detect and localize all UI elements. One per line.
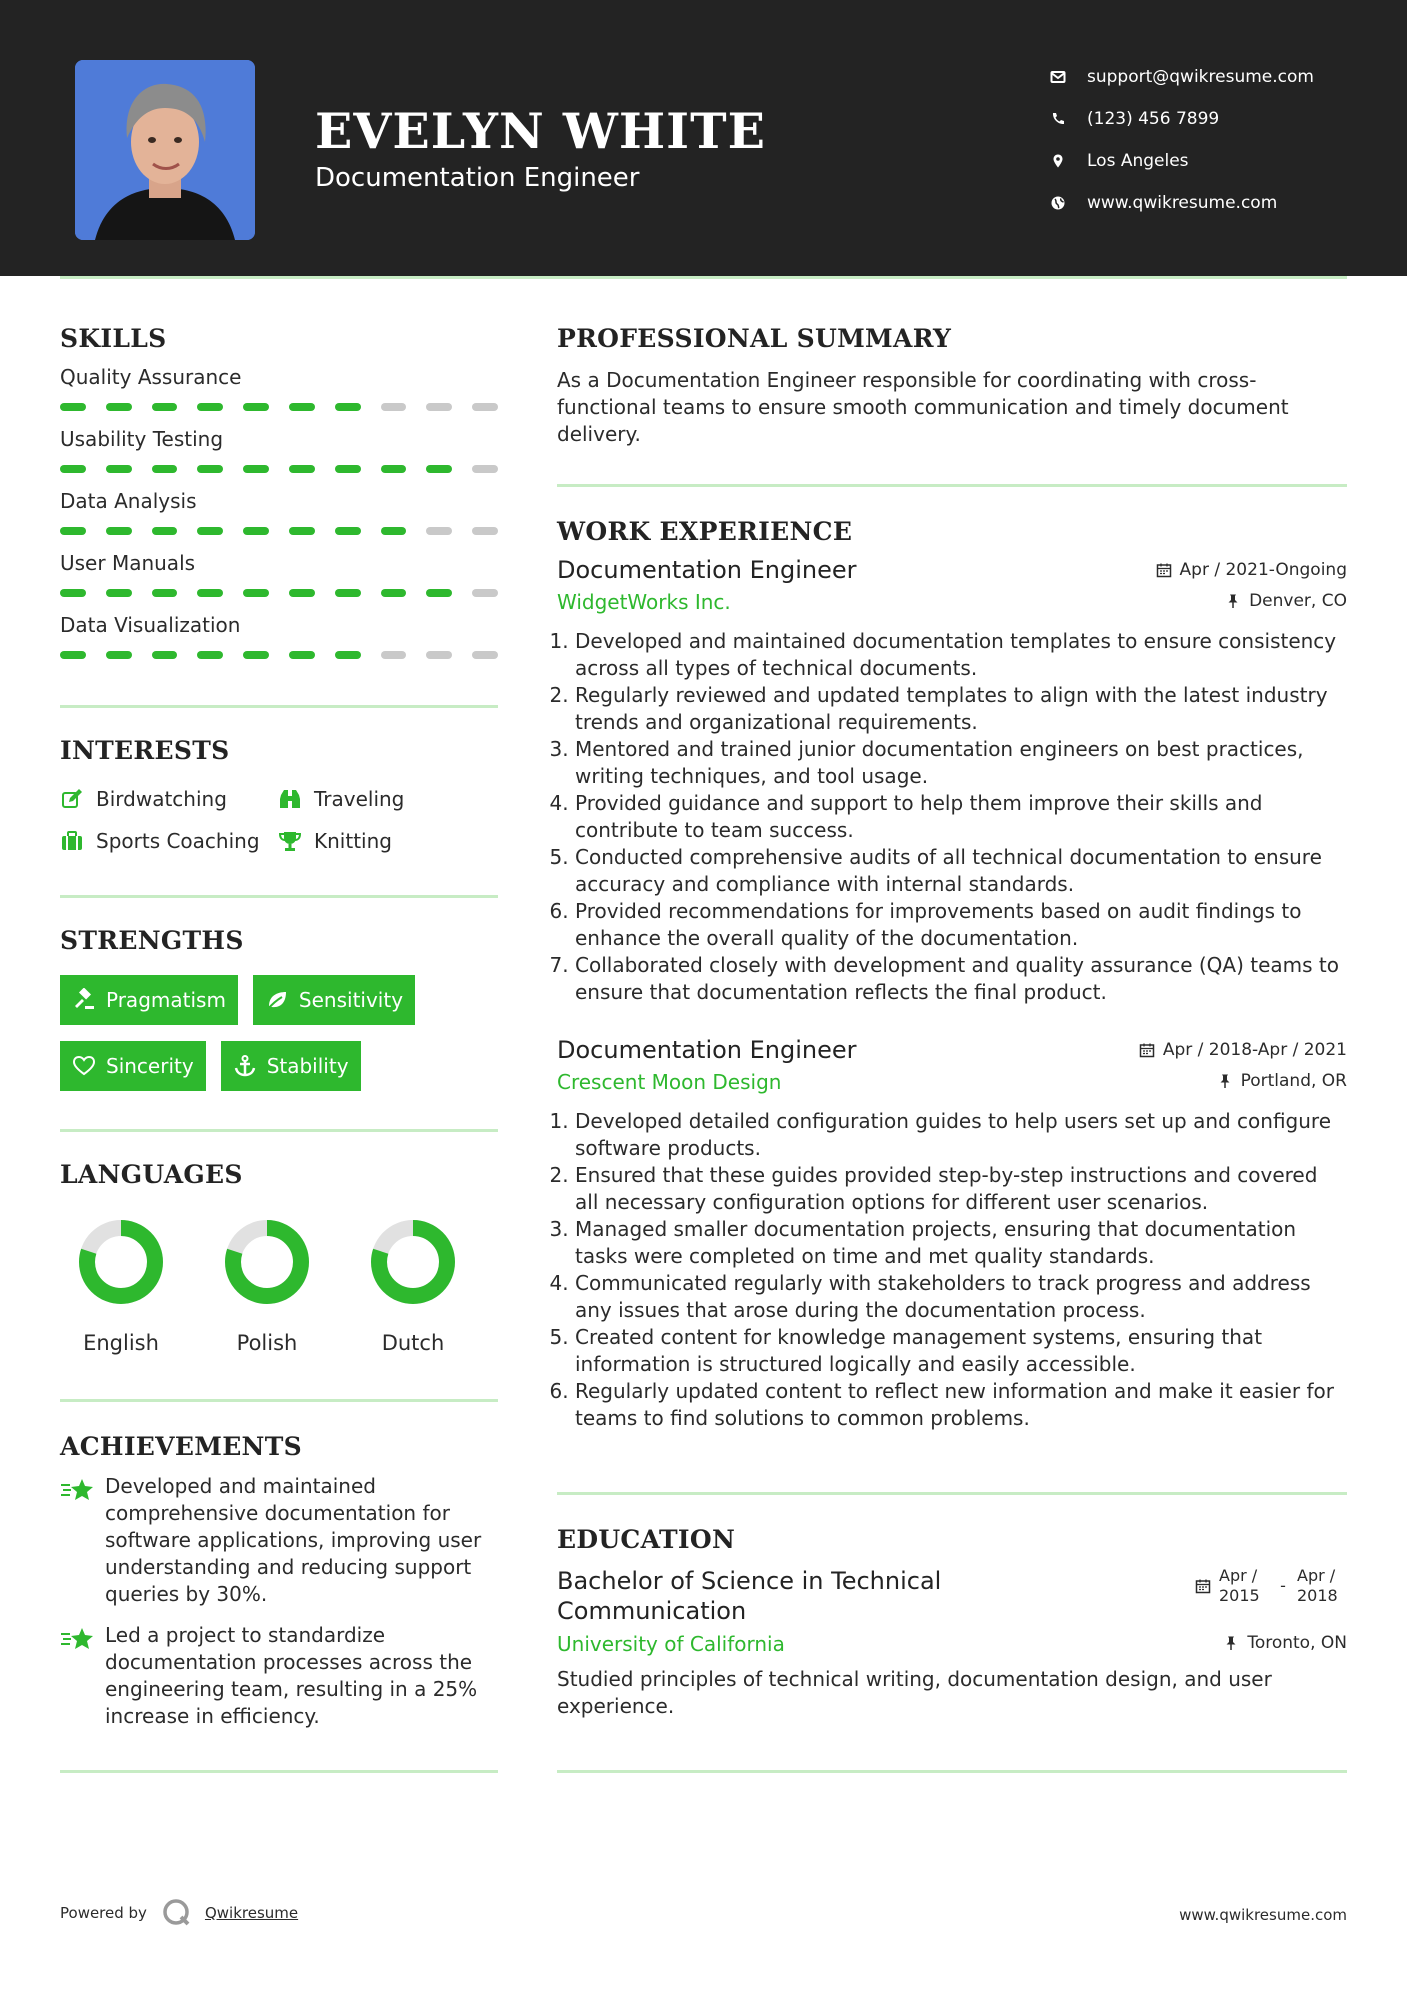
candidate-name: EVELYN WHITE (315, 102, 766, 160)
languages-list (78, 1219, 498, 1355)
rating-dot-filled (289, 403, 315, 411)
languages-title: LANGUAGES (60, 1160, 243, 1189)
strength-label: Stability (266, 1054, 349, 1078)
job-location (1217, 1071, 1347, 1091)
interest-item (278, 829, 478, 853)
skill-item (60, 427, 498, 473)
rating-dot-empty (472, 527, 498, 535)
rating-dot-filled (106, 403, 132, 411)
rating-dot-filled (106, 527, 132, 535)
strength-label: Sensitivity (298, 988, 404, 1012)
experience-section (557, 517, 1347, 1432)
job-bullets (557, 628, 1347, 1006)
skills-list (60, 365, 498, 659)
job-bullet: 5. Created content for knowledge management systems, ensuring that information is structured logically and easily accessible. (575, 1324, 1347, 1378)
section-divider (60, 895, 498, 898)
skill-name: Quality Assurance (60, 365, 242, 389)
section-divider (557, 1770, 1347, 1773)
brand-link[interactable]: Qwikresume (204, 1904, 299, 1922)
languages-section (60, 1160, 498, 1355)
summary-title: PROFESSIONAL SUMMARY (557, 324, 952, 353)
rating-dot-filled (152, 589, 178, 597)
rating-dot-filled (60, 527, 86, 535)
rating-dot-filled (335, 403, 361, 411)
skills-section (60, 324, 498, 659)
footer-powered-by (60, 1897, 298, 1929)
rating-dot-empty (472, 465, 498, 473)
job-bullet: 6. Provided recommendations for improvements based on audit findings to enhance the overall quality of the documentation. (575, 898, 1347, 952)
skill-name: Usability Testing (60, 427, 224, 451)
section-divider (60, 1399, 498, 1402)
education-dates (1195, 1566, 1347, 1626)
strength-label: Sincerity (106, 1054, 194, 1078)
rating-dot-filled (335, 651, 361, 659)
education-location (1223, 1633, 1347, 1653)
language-item (78, 1219, 164, 1355)
star-icon (60, 1473, 105, 1608)
rating-dot-filled (243, 527, 269, 535)
company-name: Crescent Moon Design (557, 1070, 782, 1094)
right-column (557, 320, 1347, 1773)
job-bullet: 1. Developed detailed configuration guides to help users set up and configure software products. (575, 1108, 1347, 1162)
rating-dot-filled (426, 589, 452, 597)
rating-dot-filled (152, 527, 178, 535)
language-item (370, 1219, 456, 1355)
achievement-item (60, 1473, 498, 1608)
strengths-title: STRENGTHS (60, 926, 244, 955)
rating-dot-empty (472, 589, 498, 597)
rating-dot-filled (243, 403, 269, 411)
strengths-list (60, 975, 498, 1091)
job-bullet: 5. Conducted comprehensive audits of all technical documentation to ensure accuracy and compliance with internal standards. (575, 844, 1347, 898)
rating-dot-filled (197, 589, 223, 597)
skill-rating (60, 465, 498, 473)
date-separator: - (1280, 1576, 1286, 1595)
portrait-image (75, 60, 255, 240)
pushpin-icon (1217, 1073, 1233, 1089)
language-name: English (83, 1331, 159, 1355)
skill-item (60, 365, 498, 411)
rating-dot-filled (106, 589, 132, 597)
achievement-text: Developed and maintained comprehensive documentation for software applications, improving user understanding and reducing support queries by 30%. (105, 1474, 482, 1606)
job-dates-text: Apr / 2018-Apr / 2021 (1162, 1040, 1347, 1060)
trophy-icon (278, 829, 314, 853)
language-name: Dutch (381, 1331, 445, 1355)
job-title: Documentation Engineer (557, 556, 857, 584)
interest-label: Traveling (314, 787, 405, 811)
skill-rating (60, 589, 498, 597)
rating-dot-filled (197, 527, 223, 535)
rating-dot-empty (472, 651, 498, 659)
rating-dot-filled (60, 589, 86, 597)
strength-badge (60, 1041, 206, 1091)
achievement-item (60, 1622, 498, 1730)
section-divider (60, 1129, 498, 1132)
candidate-role: Documentation Engineer (315, 163, 640, 193)
powered-by-text: Powered by (60, 1904, 147, 1922)
skill-rating (60, 403, 498, 411)
interest-item (60, 829, 278, 853)
interest-label: Birdwatching (96, 787, 227, 811)
rating-dot-filled (243, 465, 269, 473)
pushpin-icon (1223, 1635, 1239, 1651)
job-title: Documentation Engineer (557, 1036, 857, 1064)
language-name: Polish (236, 1331, 298, 1355)
contact-phone[interactable] (1050, 98, 1314, 140)
job-entry (557, 1036, 1347, 1432)
skills-title: SKILLS (60, 324, 167, 353)
language-donut (224, 1219, 310, 1305)
leaf-icon (265, 988, 299, 1012)
rating-dot-empty (426, 527, 452, 535)
job-dates (1139, 1040, 1347, 1060)
rating-dot-filled (152, 403, 178, 411)
strength-label: Pragmatism (106, 988, 226, 1012)
rating-dot-filled (381, 527, 407, 535)
company-name: WidgetWorks Inc. (557, 590, 731, 614)
interest-item (278, 787, 478, 811)
job-dates-text: Apr / 2021-Ongoing (1179, 560, 1347, 580)
rating-dot-filled (106, 465, 132, 473)
rating-dot-filled (289, 651, 315, 659)
job-location (1225, 591, 1347, 611)
education-start: Apr / 2015 (1219, 1566, 1260, 1605)
strength-badge (221, 1041, 361, 1091)
education-end: Apr / 2018 (1297, 1566, 1338, 1605)
job-bullet: 2. Regularly reviewed and updated templates to align with the latest industry trends and organizational requirements. (575, 682, 1347, 736)
skill-rating (60, 651, 498, 659)
star-icon (60, 1622, 105, 1730)
contact-location (1050, 140, 1314, 182)
rating-dot-empty (381, 403, 407, 411)
contact-location-text: Los Angeles (1087, 151, 1189, 171)
rating-dot-filled (335, 527, 361, 535)
section-divider (557, 1492, 1347, 1495)
skill-rating (60, 527, 498, 535)
interest-label: Sports Coaching (96, 829, 260, 853)
anchor-icon (233, 1054, 267, 1078)
rating-dot-filled (289, 527, 315, 535)
rating-dot-filled (60, 465, 86, 473)
contact-website-text: www.qwikresume.com (1087, 193, 1278, 213)
rating-dot-filled (152, 651, 178, 659)
job-location-text: Denver, CO (1249, 591, 1347, 611)
contact-list (1050, 56, 1314, 224)
interests-section (60, 736, 498, 853)
section-divider (60, 705, 498, 708)
rating-dot-filled (289, 589, 315, 597)
degree-title: Bachelor of Science in Technical Communication (557, 1567, 942, 1625)
language-donut (78, 1219, 164, 1305)
map-pin-icon (1050, 153, 1087, 169)
rating-dot-filled (197, 465, 223, 473)
rating-dot-filled (243, 589, 269, 597)
rating-dot-filled (381, 589, 407, 597)
rating-dot-filled (197, 403, 223, 411)
interest-label: Knitting (314, 829, 392, 853)
section-divider (60, 1770, 498, 1773)
rating-dot-filled (381, 465, 407, 473)
calendar-icon (1139, 1042, 1155, 1058)
rating-dot-filled (106, 651, 132, 659)
pencil-square-icon (60, 787, 96, 811)
phone-icon (1050, 111, 1087, 127)
rating-dot-filled (152, 465, 178, 473)
skill-item (60, 613, 498, 659)
job-header (557, 1036, 1347, 1064)
strengths-section (60, 926, 498, 1091)
footer-website[interactable]: www.qwikresume.com (1179, 1906, 1347, 1924)
profile-photo (75, 60, 255, 240)
skill-name: Data Visualization (60, 613, 241, 637)
rating-dot-filled (335, 465, 361, 473)
skill-name: User Manuals (60, 551, 196, 575)
summary-section (557, 324, 1347, 448)
job-bullet: 3. Mentored and trained junior documentation engineers on best practices, writing techniques, and tool usage. (575, 736, 1347, 790)
strength-badge (253, 975, 415, 1025)
job-subheader (557, 590, 1347, 614)
job-bullet: 6. Regularly updated content to reflect new information and make it easier for teams to find solutions to common problems. (575, 1378, 1347, 1432)
education-description: Studied principles of technical writing, documentation design, and user experience. (557, 1667, 1272, 1718)
job-location-text: Portland, OR (1240, 1071, 1347, 1091)
job-subheader (557, 1070, 1347, 1094)
job-header (557, 556, 1347, 584)
envelope-icon (1050, 69, 1087, 85)
school-name: University of California (557, 1632, 785, 1656)
contact-website[interactable] (1050, 182, 1314, 224)
education-header (557, 1566, 1347, 1626)
job-bullet: 4. Communicated regularly with stakeholders to track progress and address any issues that arose during the documentation process. (575, 1270, 1347, 1324)
interests-title: INTERESTS (60, 736, 230, 765)
achievements-title: ACHIEVEMENTS (60, 1432, 302, 1461)
job-dates (1156, 560, 1347, 580)
left-column (60, 320, 498, 1773)
rating-dot-filled (197, 651, 223, 659)
summary-text: As a Documentation Engineer responsible for coordinating with cross-functional teams to ensure smooth communication and timely document delivery. (557, 368, 1289, 446)
job-bullet: 1. Developed and maintained documentation templates to ensure consistency across all types of technical documents. (575, 628, 1347, 682)
education-section (557, 1525, 1347, 1720)
job-bullet: 4. Provided guidance and support to help them improve their skills and contribute to team success. (575, 790, 1347, 844)
contact-email[interactable] (1050, 56, 1314, 98)
qwikresume-logo-icon (161, 1897, 193, 1929)
job-entry (557, 556, 1347, 1006)
strength-badge (60, 975, 238, 1025)
education-location-text: Toronto, ON (1247, 1633, 1347, 1653)
globe-icon (1050, 195, 1087, 211)
section-divider (557, 484, 1347, 487)
rating-dot-filled (289, 465, 315, 473)
suitcase-icon (60, 829, 96, 853)
achievements-section (60, 1432, 498, 1730)
rating-dot-empty (426, 403, 452, 411)
calendar-icon (1195, 1578, 1211, 1594)
skill-item (60, 489, 498, 535)
gavel-icon (72, 988, 106, 1012)
rating-dot-filled (60, 651, 86, 659)
experience-title: WORK EXPERIENCE (557, 517, 853, 546)
education-title: EDUCATION (557, 1525, 736, 1554)
pushpin-icon (1225, 593, 1241, 609)
skill-item (60, 551, 498, 597)
rating-dot-filled (335, 589, 361, 597)
language-donut (370, 1219, 456, 1305)
job-bullets (557, 1108, 1347, 1432)
rating-dot-filled (426, 465, 452, 473)
rating-dot-filled (60, 403, 86, 411)
contact-phone-text: (123) 456 7899 (1087, 109, 1220, 129)
rating-dot-filled (243, 651, 269, 659)
rating-dot-empty (381, 651, 407, 659)
binoculars-icon (278, 787, 314, 811)
rating-dot-empty (426, 651, 452, 659)
job-bullet: 3. Managed smaller documentation projects, ensuring that documentation tasks were completed on time and met quality standards. (575, 1216, 1347, 1270)
interest-item (60, 787, 278, 811)
calendar-icon (1156, 562, 1172, 578)
heart-icon (72, 1054, 106, 1078)
rating-dot-empty (472, 403, 498, 411)
contact-email-text: support@qwikresume.com (1087, 67, 1314, 87)
education-subheader (557, 1632, 1347, 1656)
resume-header (0, 0, 1407, 276)
achievement-text: Led a project to standardize documentation processes across the engineering team, resulting in a 25% increase in efficiency. (105, 1623, 478, 1728)
language-item (224, 1219, 310, 1355)
header-divider (60, 276, 1347, 279)
job-bullet: 2. Ensured that these guides provided step-by-step instructions and covered all necessary configuration options for different user scenarios. (575, 1162, 1347, 1216)
job-bullet: 7. Collaborated closely with development and quality assurance (QA) teams to ensure that documentation reflects the final product. (575, 952, 1347, 1006)
interests-list (60, 787, 498, 853)
skill-name: Data Analysis (60, 489, 197, 513)
